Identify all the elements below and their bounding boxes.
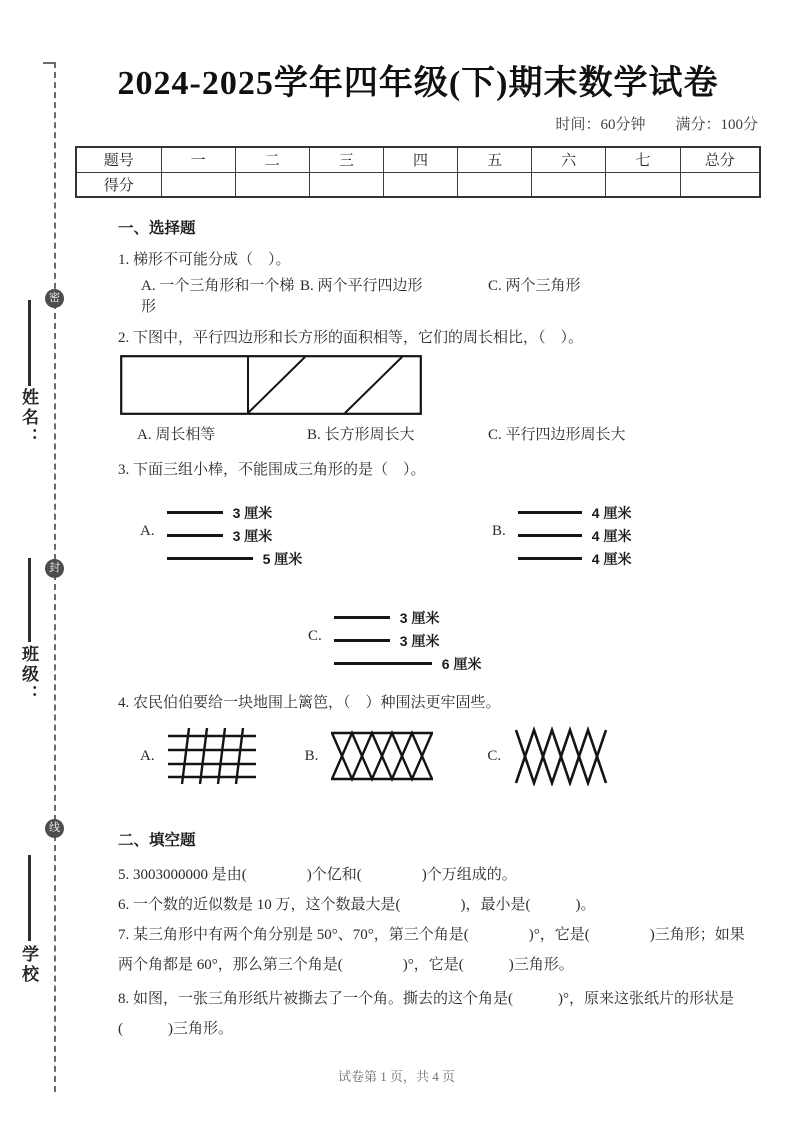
group-a-label: A. [140,523,155,539]
score-blank-cell [235,172,309,197]
stick-group-c [308,606,761,675]
score-table-cell: 一 [161,147,235,172]
stick-row [167,547,303,570]
stick-4cm [518,511,582,514]
fence-zigzag-figure [514,726,608,786]
seal-char-feng: 封 [45,559,64,578]
question-2-options [118,423,761,444]
score-table [75,146,761,198]
score-table-cell-label: 题号 [76,147,161,172]
class-blank-line [28,558,31,642]
school-blank-line [28,855,31,941]
option-b: B. 两个平行四边形 [300,278,423,294]
stick-4cm [518,534,582,537]
score-table-score-row [76,172,760,197]
option-c: C. 两个三角形 [488,278,581,294]
school-label: 学校 [19,945,38,985]
stick-row [334,606,482,629]
section2-heading: 二、填空题 [118,832,196,849]
option-c: C. 平行四边形周长大 [488,427,626,443]
stick-length-label: 4 厘米 [591,527,632,544]
question-3-text: 3. 下面三组小棒，不能围成三角形的是（ ）。 [118,462,426,478]
option-a: A. 周长相等 [137,427,216,443]
class-label: 班级： [19,645,38,705]
question-4-text: 4. 农民伯伯要给一块地围上篱笆，（ ）种围法更牢固些。 [118,695,501,711]
stick-length-label: 3 厘米 [232,504,273,521]
question-1 [75,248,761,316]
fence-b-label: B. [304,747,319,764]
question-2 [75,326,761,444]
score-blank-cell [680,172,760,197]
paper-title: 2024-2025学年四年级(下)期末数学试卷 [117,65,719,102]
score-table-cell: 四 [383,147,457,172]
stick-3cm [167,511,223,514]
question-7-text: 7. 某三角形中有两个角分别是 50°、70°，第三个角是( )°，它是( )三角形；如果两个角都是 60°，那么第三个角是( )°，它是( )三角形。 [118,927,745,973]
main-content [75,55,761,1044]
stick-length-label: 4 厘米 [591,550,632,567]
rectangle-parallelogram-figure [120,355,422,415]
stick-row [518,524,632,547]
question-8-text: 8. 如图，一张三角形纸片被撕去了一个角。撕去的这个角是( )°，原来这张纸片的形状是( )三角形。 [118,991,734,1037]
score-blank-cell [458,172,532,197]
stick-row [518,547,632,570]
question-2-text: 2. 下图中，平行四边形和长方形的面积相等，它们的周长相比，（ ）。 [118,330,584,346]
score-table-cell: 三 [309,147,383,172]
seal-char-xian: 线 [45,819,64,838]
score-blank-cell [383,172,457,197]
question-3 [75,458,761,675]
stick-3cm [334,639,390,642]
fence-grid-figure [168,728,256,784]
full-score-label: 满分：100分 [675,117,758,133]
score-table-cell: 七 [606,147,680,172]
stick-row [167,524,303,547]
stick-length-label: 6 厘米 [441,655,482,672]
stick-3cm [334,616,390,619]
stick-length-label: 3 厘米 [399,609,440,626]
name-blank-line [28,300,31,386]
score-blank-cell [532,172,606,197]
paper-meta [75,113,761,134]
page-footer: 试卷第 1 页，共 4 页 [337,1069,455,1084]
stick-length-label: 5 厘米 [262,550,303,567]
seal-char-mi: 密 [45,289,64,308]
stick-length-label: 3 厘米 [399,632,440,649]
group-c-sticks [334,606,482,675]
section1-heading: 一、选择题 [118,220,196,237]
stick-row [518,501,632,524]
question-4-figures [140,726,761,786]
group-b-sticks [518,501,632,570]
fence-cross-braced-figure [331,728,433,784]
score-table-cell: 六 [532,147,606,172]
question-4 [75,691,761,786]
stick-row [167,501,303,524]
name-label: 姓名： [19,388,38,448]
stick-5cm [167,557,253,560]
score-table-cell: 二 [235,147,309,172]
question-1-text: 1. 梯形不可能分成（ ）。 [118,252,291,268]
score-table-cell-label: 得分 [76,172,161,197]
stick-3cm [167,534,223,537]
score-table-cell: 总分 [680,147,760,172]
option-b: B. 长方形周长大 [307,427,415,443]
stick-group-a [140,501,492,570]
fence-c-label: C. [487,747,502,764]
stick-row [334,652,482,675]
score-table-cell: 五 [458,147,532,172]
question-6-text: 6. 一个数的近似数是 10 万，这个数最大是( )，最小是( )。 [118,897,596,913]
score-blank-cell [161,172,235,197]
fence-a-label: A. [140,747,155,764]
group-c-label: C. [308,628,322,644]
score-blank-cell [309,172,383,197]
group-a-sticks [167,501,303,570]
stick-length-label: 4 厘米 [591,504,632,521]
group-b-label: B. [492,523,506,539]
stick-6cm [334,662,432,665]
stick-length-label: 3 厘米 [232,527,273,544]
question-1-options [118,274,761,316]
stick-row [334,629,482,652]
score-blank-cell [606,172,680,197]
question-5-text: 5. 3003000000 是由( )个亿和( )个万组成的。 [118,867,517,883]
stick-group-b [492,501,631,570]
question-3-figures-ab [140,501,761,570]
score-table-header-row [76,147,760,172]
option-a: A. 一个三角形和一个梯形 [141,278,295,315]
stick-4cm [518,557,582,560]
time-limit-label: 时间：60分钟 [555,117,646,133]
